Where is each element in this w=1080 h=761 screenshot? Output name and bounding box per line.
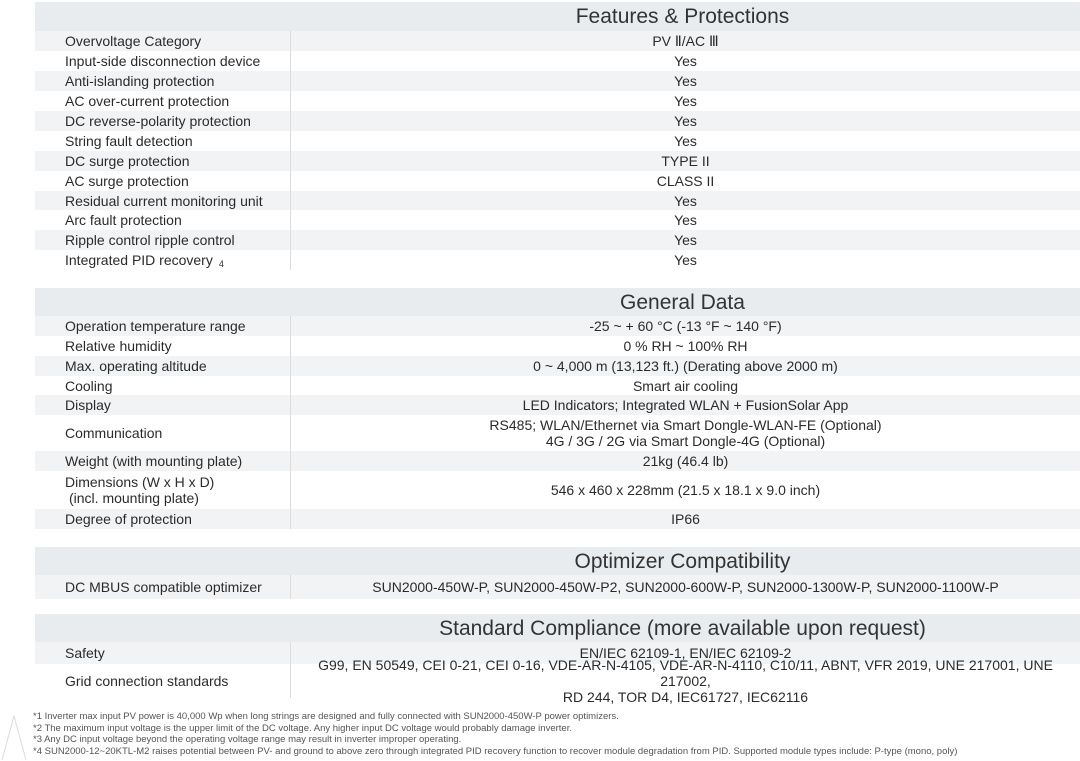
spec-value: Smart air cooling (632, 377, 739, 394)
spec-value: 546 x 460 x 228mm (21.5 x 18.1 x 9.0 inch) (550, 482, 821, 498)
spec-row (35, 151, 1080, 171)
spec-label: Degree of protection (35, 509, 291, 529)
spec-value: CLASS II (656, 173, 715, 189)
spec-value: Yes (674, 232, 697, 248)
footnotes (33, 711, 1080, 757)
spec-row (35, 509, 1080, 529)
spec-value: Yes (674, 212, 697, 228)
spec-table (35, 31, 1080, 270)
spec-row (35, 415, 1080, 451)
spec-value: TYPE II (661, 153, 710, 169)
footnote: *4 SUN2000-12~20KTL-M2 raises potential between PV- and ground to above zero through integrated PID recovery function to recover module degradation from PID. Supported module types include: P-type (mono, poly) (33, 745, 958, 757)
spec-label: AC surge protection (35, 171, 291, 191)
spec-row (35, 250, 1080, 270)
footnote-ref: 4 (218, 259, 224, 269)
spec-value: 0 ~ 4,000 m (13,123 ft.) (Derating above 2000 m) (533, 358, 838, 374)
footnote: *2 The maximum input voltage is the upper limit of the DC voltage. Any higher input DC voltage would probably damage inverter. (33, 722, 572, 734)
section-title: Standard Compliance (more available upon request) (35, 614, 1080, 644)
spec-value: Yes (674, 192, 697, 209)
spec-row (35, 395, 1080, 415)
spec-label: DC reverse-polarity protection (35, 111, 291, 131)
footnote: *1 Inverter max input PV power is 40,000 Wp when long strings are designed and fully connected with SUN2000-450W-P power optimizers. (33, 711, 619, 722)
spec-value: Yes (674, 93, 697, 109)
spec-row (35, 336, 1080, 356)
spec-label: Anti-islanding protection (35, 71, 291, 91)
section-title: General Data (35, 288, 1080, 318)
spec-value: Yes (674, 252, 697, 268)
spec-row (35, 31, 1080, 51)
section-title: Features & Protections (35, 2, 1080, 32)
footnote: *3 Any DC input voltage beyond the operating voltage range may result in inverter improper operating. (33, 734, 462, 745)
spec-label: Safety (35, 642, 291, 664)
spec-value: PV Ⅱ/AC Ⅲ (652, 32, 719, 49)
spec-label: Residual current monitoring unit (35, 191, 291, 210)
spec-row (35, 230, 1080, 250)
spec-label: Integrated PID recovery 4 (35, 250, 291, 270)
spec-value: Yes (674, 133, 697, 149)
spec-row (35, 71, 1080, 91)
section-title: Optimizer Compatibility (35, 547, 1080, 577)
spec-row (35, 111, 1080, 131)
spec-row (35, 131, 1080, 151)
spec-row (35, 657, 1080, 705)
spec-table (35, 316, 1080, 529)
spec-label: Overvoltage Category (35, 31, 291, 51)
spec-label: Display (35, 395, 291, 415)
spec-value: RS485; WLAN/Ethernet via Smart Dongle-WLAN-FE (Optional) 4G / 3G / 2G via Smart Dongle-4G (Optional) (489, 417, 882, 449)
spec-label: Operation temperature range (35, 316, 291, 336)
spec-label: AC over-current protection (35, 91, 291, 111)
spec-label: Relative humidity (35, 336, 291, 356)
spec-value: G99, EN 50549, CEI 0-21, CEI 0-16, VDE-AR-N-4105, VDE-AR-N-4110, C10/11, ABNT, VFR 2019, UNE 217001, UNE 217002, RD 244, TOR D4, IEC61727, IEC62116 (318, 657, 1053, 705)
spec-row (35, 356, 1080, 376)
decorative-graphic (0, 712, 30, 761)
spec-table (35, 575, 1080, 599)
spec-value: LED Indicators; Integrated WLAN + FusionSolar App (522, 397, 849, 413)
spec-row (35, 91, 1080, 111)
spec-row (35, 171, 1080, 191)
spec-label: Ripple control ripple control (35, 230, 291, 250)
spec-value: Yes (674, 53, 697, 69)
spec-value: Yes (674, 113, 697, 129)
spec-label: Grid connection standards (35, 664, 291, 698)
spec-row (35, 210, 1080, 230)
spec-value: Yes (674, 73, 697, 89)
spec-label: Communication (35, 415, 291, 451)
spec-label: DC surge protection (35, 151, 291, 171)
spec-label: Input-side disconnection device (35, 51, 291, 71)
spec-label: Dimensions (W x H x D) (incl. mounting plate) (35, 471, 291, 509)
spec-value: 21kg (46.4 lb) (642, 453, 729, 469)
spec-row (35, 316, 1080, 336)
spec-label: Arc fault protection (35, 210, 291, 230)
spec-row (35, 575, 1080, 599)
spec-label: Weight (with mounting plate) (35, 451, 291, 471)
spec-label: DC MBUS compatible optimizer (35, 575, 291, 599)
spec-row (35, 376, 1080, 395)
spec-label: Max. operating altitude (35, 356, 291, 376)
spec-value: -25 ~ + 60 °C (-13 °F ~ 140 °F) (589, 318, 782, 334)
spec-value: SUN2000-450W-P, SUN2000-450W-P2, SUN2000-600W-P, SUN2000-1300W-P, SUN2000-1100W-P (372, 579, 999, 595)
spec-value: 0 % RH ~ 100% RH (623, 338, 748, 354)
spec-value: IP66 (671, 511, 700, 527)
spec-label: Cooling (35, 376, 291, 395)
spec-row (35, 451, 1080, 471)
spec-row (35, 471, 1080, 509)
spec-value: EN/IEC 62109-1, EN/IEC 62109-2 (579, 645, 792, 661)
spec-row (35, 51, 1080, 71)
spec-table (35, 642, 1080, 705)
spec-row (35, 191, 1080, 210)
spec-label: String fault detection (35, 131, 291, 151)
